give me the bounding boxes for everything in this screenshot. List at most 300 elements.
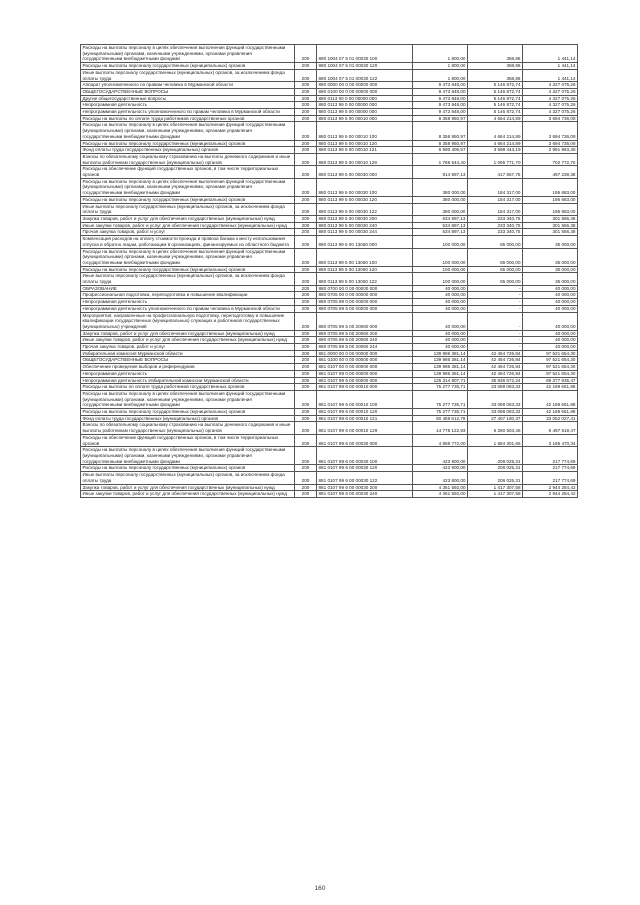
row-name-cell: Расходы на выплаты персоналу государственных (муниципальных) органов <box>81 266 295 273</box>
row-executed-cell: 42 464 726,84 <box>468 364 523 371</box>
row-name-cell: Другие общегосударственные вопросы <box>81 95 295 102</box>
row-name-cell: Прочая закупка товаров, работ и услуг <box>81 344 295 351</box>
row-approved-cell: 534 897,13 <box>413 215 468 222</box>
row-kbk-cell: 880 0705 99 0 00 00000 000 <box>317 299 413 306</box>
row-code-cell: 200 <box>295 434 317 446</box>
row-executed-cell: 206 025,31 <box>468 472 523 484</box>
row-kbk-cell: 880 0113 99 5 00 00000 000 <box>317 109 413 116</box>
row-kbk-cell: 880 0113 99 5 00 00030 120 <box>317 196 413 203</box>
row-approved-cell: 914 897,13 <box>413 166 468 178</box>
row-name-cell: Расходы на выплаты персоналу государственных (муниципальных) органов <box>81 140 295 147</box>
row-executed-cell: 65 000,00 <box>468 236 523 248</box>
row-executed-cell: 1 417 307,58 <box>468 491 523 498</box>
row-remaining-cell: 4 327 075,26 <box>523 88 578 95</box>
row-approved-cell: 40 000,00 <box>413 305 468 312</box>
row-remaining-cell: 97 521 654,30 <box>523 357 578 364</box>
row-approved-cell: 100 000,00 <box>413 266 468 273</box>
row-kbk-cell: 881 0107 99 6 00 00030 240 <box>317 491 413 498</box>
row-remaining-cell: 4 327 075,26 <box>523 102 578 109</box>
row-code-cell: 200 <box>295 305 317 312</box>
row-code-cell: 200 <box>295 140 317 147</box>
row-name-cell: Расходы на выплаты персоналу государственных (муниципальных) органов <box>81 465 295 472</box>
row-code-cell: 200 <box>295 422 317 434</box>
row-code-cell: 200 <box>295 484 317 491</box>
row-kbk-cell: 880 0705 00 0 00 00000 000 <box>317 292 413 299</box>
row-code-cell: 200 <box>295 222 317 229</box>
row-approved-cell: 40 000,00 <box>413 312 468 330</box>
row-approved-cell: 40 000,00 <box>413 330 468 337</box>
row-kbk-cell: 880 0113 99 5 00 00030 100 <box>317 178 413 196</box>
row-name-cell: Иные закупки товаров, работ и услуг для обеспечения государственных (муниципальных) нужд <box>81 337 295 344</box>
row-executed-cell: - <box>468 305 523 312</box>
table-row <box>81 140 578 147</box>
table-row <box>81 370 578 377</box>
row-code-cell: 200 <box>295 415 317 422</box>
row-executed-cell: 184 317,00 <box>468 178 523 196</box>
row-executed-cell: 206 025,31 <box>468 447 523 465</box>
row-approved-cell: 40 000,00 <box>413 285 468 292</box>
row-name-cell: Иные выплаты персоналу государственных (муниципальных) органов, за исключением фонда оплаты труда <box>81 69 295 81</box>
row-approved-cell: 100 000,00 <box>413 236 468 248</box>
row-executed-cell: - <box>468 285 523 292</box>
table-row <box>81 166 578 178</box>
table-row <box>81 236 578 248</box>
row-name-cell: Расходы на выплаты персоналу государственных (муниципальных) органов <box>81 196 295 203</box>
row-remaining-cell: 1 441,14 <box>523 45 578 63</box>
row-name-cell: Расходы на выплаты персоналу государственных (муниципальных) органов <box>81 409 295 416</box>
row-name-cell: Аппарат уполномоченного по правам человека в Мурманской области <box>81 82 295 89</box>
table-row <box>81 434 578 446</box>
row-kbk-cell: 880 0705 99 5 00 20060 244 <box>317 344 413 351</box>
table-row <box>81 95 578 102</box>
row-kbk-cell: 881 0107 99 6 00 00030 122 <box>317 472 413 484</box>
row-name-cell: Закупка товаров, работ и услуг для обеспечения государственных (муниципальных) нужд <box>81 215 295 222</box>
row-kbk-cell: 880 0113 99 5 00 00010 120 <box>317 140 413 147</box>
table-row <box>81 63 578 70</box>
row-name-cell: Расходы на выплаты персоналу в целях обеспечения выполнения функций государственными (муниципальными) органами, казенными учреждениями, органами управления государственными внебюджетными фондами <box>81 178 295 196</box>
row-code-cell: 200 <box>295 377 317 384</box>
row-kbk-cell: 880 0700 00 0 00 00000 000 <box>317 285 413 292</box>
row-approved-cell: 9 473 848,00 <box>413 95 468 102</box>
budget-table-sheet <box>80 44 576 498</box>
row-executed-cell: 184 317,00 <box>468 196 523 203</box>
row-code-cell: 200 <box>295 82 317 89</box>
row-remaining-cell: 89 377 935,47 <box>523 377 578 384</box>
row-kbk-cell: 880 1004 07 5 01 00030 100 <box>317 45 413 63</box>
row-name-cell: Непрограммная деятельность <box>81 370 295 377</box>
table-row <box>81 465 578 472</box>
row-remaining-cell: 217 774,69 <box>523 447 578 465</box>
row-kbk-cell: 881 0107 99 0 00 00000 000 <box>317 370 413 377</box>
row-name-cell: Расходы на выплаты по оплате труда работников государственных органов <box>81 384 295 391</box>
row-kbk-cell: 880 0113 99 5 00 00030 122 <box>317 203 413 215</box>
row-remaining-cell: 40 000,00 <box>523 292 578 299</box>
row-executed-cell: 42 464 726,84 <box>468 357 523 364</box>
row-kbk-cell: 881 0107 99 6 00 00010 000 <box>317 384 413 391</box>
row-executed-cell: 3 598 443,19 <box>468 147 523 154</box>
row-executed-cell: - <box>468 299 523 306</box>
row-approved-cell: 139 986 381,14 <box>413 357 468 364</box>
row-remaining-cell: 3 694 736,08 <box>523 122 578 140</box>
row-code-cell: 200 <box>295 95 317 102</box>
row-name-cell: Фонд оплаты труда государственных (муниципальных) органов <box>81 415 295 422</box>
row-approved-cell: 75 277 735,71 <box>413 384 468 391</box>
row-executed-cell: 358,86 <box>468 63 523 70</box>
row-remaining-cell: 40 000,00 <box>523 330 578 337</box>
row-kbk-cell: 881 0100 00 0 00 00000 000 <box>317 357 413 364</box>
row-kbk-cell: 880 0113 00 0 00 00000 000 <box>317 95 413 102</box>
row-code-cell: 200 <box>295 122 317 140</box>
row-remaining-cell: 40 000,00 <box>523 344 578 351</box>
row-executed-cell: 42 464 726,84 <box>468 370 523 377</box>
row-kbk-cell: 880 0113 99 5 00 00010 121 <box>317 147 413 154</box>
table-row <box>81 491 578 498</box>
row-approved-cell: 9 473 848,00 <box>413 109 468 116</box>
table-row <box>81 377 578 384</box>
row-executed-cell: 6 280 503,46 <box>468 422 523 434</box>
row-approved-cell: 380 000,00 <box>413 178 468 196</box>
row-code-cell: 200 <box>295 350 317 357</box>
row-name-cell: Взносы по обязательному социальному страхованию на выплаты денежного содержания и иные выплаты работникам государственных (муниципальных) органов <box>81 422 295 434</box>
row-executed-cell: - <box>468 330 523 337</box>
row-remaining-cell: 4 327 075,26 <box>523 109 578 116</box>
row-remaining-cell: 2 991 963,38 <box>523 147 578 154</box>
page-number: 160 <box>314 885 326 892</box>
row-kbk-cell: 880 0113 99 5 00 00010 000 <box>317 115 413 122</box>
row-remaining-cell: 40 000,00 <box>523 305 578 312</box>
row-kbk-cell: 880 1004 07 5 01 00030 122 <box>317 69 413 81</box>
table-row <box>81 305 578 312</box>
row-name-cell: ОБЩЕГОСУДАРСТВЕННЫЕ ВОПРОСЫ <box>81 357 295 364</box>
row-approved-cell: 139 986 381,14 <box>413 364 468 371</box>
table-row <box>81 109 578 116</box>
row-executed-cell: 5 146 872,74 <box>468 109 523 116</box>
row-name-cell: Фонд оплаты труда государственных (муниципальных) органов <box>81 147 295 154</box>
row-approved-cell: 14 778 122,93 <box>413 422 468 434</box>
row-kbk-cell: 881 0107 99 6 00 00030 000 <box>317 434 413 446</box>
row-remaining-cell: 301 556,38 <box>523 222 578 229</box>
row-name-cell: Расходы на выплаты по оплате труда работников государственных органов <box>81 115 295 122</box>
row-name-cell: Расходы на выплаты персоналу в целях обеспечения выполнения функций государственными (муниципальными) органами, казенными учреждениями, органами управления государственными внебюджетными фондами <box>81 447 295 465</box>
row-code-cell: 200 <box>295 299 317 306</box>
row-kbk-cell: 880 0705 99 5 00 00000 000 <box>317 305 413 312</box>
row-approved-cell: 100 000,00 <box>413 273 468 285</box>
row-code-cell: 200 <box>295 115 317 122</box>
table-row <box>81 178 578 196</box>
row-executed-cell: 233 340,75 <box>468 222 523 229</box>
row-name-cell: Иные закупки товаров, работ и услуг для обеспечения государственных (муниципальных) нужд <box>81 222 295 229</box>
row-name-cell: Компенсация расходов на оплату стоимости проезда и провоза багажа к месту использования отпуска и обратно лицам, работающим в организациях, финансируемых из областного бюджета <box>81 236 295 248</box>
row-name-cell: Расходы на выплаты персоналу в целях обеспечения выполнения функций государственными (муниципальными) органами, казенными учреждениями, органами управления государственными внебюджетными фондами <box>81 122 295 140</box>
row-code-cell: 200 <box>295 102 317 109</box>
row-name-cell: Взносы по обязательному социальному страхованию на выплаты денежного содержания и иные выплаты работникам государственных (муниципальных) органов <box>81 153 295 165</box>
row-executed-cell: 33 088 083,33 <box>468 390 523 408</box>
row-code-cell: 200 <box>295 409 317 416</box>
row-remaining-cell: 301 556,38 <box>523 229 578 236</box>
row-code-cell: 200 <box>295 312 317 330</box>
row-kbk-cell: 881 0107 99 6 00 00010 129 <box>317 422 413 434</box>
row-approved-cell: 8 358 950,97 <box>413 122 468 140</box>
table-row <box>81 115 578 122</box>
row-name-cell: Иные выплаты персоналу государственных (муниципальных) органов, за исключением фонда оплаты труда <box>81 203 295 215</box>
row-name-cell: Прочая закупка товаров, работ и услуг <box>81 229 295 236</box>
row-executed-cell: 206 025,31 <box>468 465 523 472</box>
row-name-cell: Расходы на обеспечение функций государственных органов, в том числе территориальных органов <box>81 434 295 446</box>
row-executed-cell: 4 664 214,89 <box>468 115 523 122</box>
row-remaining-cell: 1 441,14 <box>523 63 578 70</box>
row-code-cell: 200 <box>295 273 317 285</box>
row-approved-cell: 40 000,00 <box>413 337 468 344</box>
row-executed-cell: - <box>468 312 523 330</box>
row-name-cell: Непрограммная деятельность <box>81 102 295 109</box>
row-name-cell: Мероприятия, направленные на профессиональную подготовку, переподготовку и повышение квалификации государственных (муниципальных) служащих и работников государственных (муниципальных) учреждений <box>81 312 295 330</box>
row-remaining-cell: 35 000,00 <box>523 266 578 273</box>
table-row <box>81 422 578 434</box>
table-row <box>81 222 578 229</box>
table-row <box>81 364 578 371</box>
table-row <box>81 447 578 465</box>
row-remaining-cell: 40 000,00 <box>523 285 578 292</box>
row-executed-cell: 1 065 771,70 <box>468 153 523 165</box>
row-remaining-cell: 35 000,00 <box>523 248 578 266</box>
table-row <box>81 330 578 337</box>
row-name-cell: Расходы на обеспечение функций государственных органов, в том числе территориальных органов <box>81 166 295 178</box>
row-name-cell: ОБРАЗОВАНИЕ <box>81 285 295 292</box>
row-name-cell: Непрограммная деятельность <box>81 299 295 306</box>
table-row <box>81 273 578 285</box>
row-name-cell: Иные закупки товаров, работ и услуг для обеспечения государственных (муниципальных) нужд <box>81 491 295 498</box>
table-row <box>81 344 578 351</box>
row-code-cell: 200 <box>295 465 317 472</box>
row-executed-cell: 184 317,00 <box>468 203 523 215</box>
table-row <box>81 88 578 95</box>
row-remaining-cell: 4 327 075,26 <box>523 95 578 102</box>
table-body <box>81 45 578 498</box>
table-row <box>81 312 578 330</box>
row-approved-cell: 380 000,00 <box>413 203 468 215</box>
row-approved-cell: 1 800,00 <box>413 45 468 63</box>
row-code-cell: 200 <box>295 285 317 292</box>
table-row <box>81 337 578 344</box>
row-remaining-cell: 217 774,69 <box>523 465 578 472</box>
row-kbk-cell: 880 0705 99 5 00 20060 000 <box>317 312 413 330</box>
row-approved-cell: 423 800,00 <box>413 472 468 484</box>
row-remaining-cell: 35 000,00 <box>523 273 578 285</box>
row-executed-cell: 233 340,75 <box>468 215 523 222</box>
row-code-cell: 200 <box>295 364 317 371</box>
row-remaining-cell: 40 000,00 <box>523 337 578 344</box>
row-executed-cell: 35 936 872,24 <box>468 377 523 384</box>
row-kbk-cell: 880 1004 07 5 01 00030 120 <box>317 63 413 70</box>
row-code-cell: 200 <box>295 69 317 81</box>
row-kbk-cell: 880 0113 99 5 00 13060 122 <box>317 273 413 285</box>
table-row <box>81 196 578 203</box>
row-kbk-cell: 880 0113 99 5 00 13060 100 <box>317 248 413 266</box>
row-name-cell: Расходы на выплаты персоналу в целях обеспечения выполнения функций государственными (муниципальными) органами, казенными учреждениями, органами управления государственными внебюджетными фондами <box>81 248 295 266</box>
row-executed-cell: 358,86 <box>468 45 523 63</box>
row-kbk-cell: 880 0113 99 5 00 00010 129 <box>317 153 413 165</box>
row-remaining-cell: 4 327 075,26 <box>523 82 578 89</box>
row-remaining-cell: 217 774,69 <box>523 472 578 484</box>
table-row <box>81 122 578 140</box>
row-executed-cell: 1 417 307,58 <box>468 484 523 491</box>
row-approved-cell: 6 590 406,57 <box>413 147 468 154</box>
row-remaining-cell: 35 000,00 <box>523 236 578 248</box>
row-name-cell: Непрограммная деятельность Избирательной комиссии Мурманской области <box>81 377 295 384</box>
row-approved-cell: 534 897,13 <box>413 229 468 236</box>
row-name-cell: Иные выплаты персоналу государственных (муниципальных) органов, за исключением фонда оплаты труда <box>81 273 295 285</box>
row-remaining-cell: 42 189 651,88 <box>523 384 578 391</box>
row-approved-cell: 380 000,00 <box>413 196 468 203</box>
row-executed-cell: 4 664 214,89 <box>468 122 523 140</box>
row-executed-cell: 233 340,75 <box>468 229 523 236</box>
row-kbk-cell: 880 0705 99 5 00 20060 240 <box>317 337 413 344</box>
row-approved-cell: 9 473 848,00 <box>413 82 468 89</box>
row-name-cell: Расходы на выплаты персоналу государственных (муниципальных) органов <box>81 63 295 70</box>
row-executed-cell: - <box>468 337 523 344</box>
row-name-cell: Закупка товаров, работ и услуг для обеспечения государственных (муниципальных) нужд <box>81 330 295 337</box>
row-approved-cell: 8 358 950,97 <box>413 140 468 147</box>
row-remaining-cell: 1 441,14 <box>523 69 578 81</box>
row-approved-cell: 8 358 950,97 <box>413 115 468 122</box>
row-name-cell: Непрограммная деятельность уполномоченного по правам человека в Мурманской области <box>81 305 295 312</box>
row-code-cell: 200 <box>295 203 317 215</box>
table-row <box>81 285 578 292</box>
row-kbk-cell: 880 0113 99 5 00 00030 240 <box>317 222 413 229</box>
row-executed-cell: 33 088 083,33 <box>468 384 523 391</box>
row-remaining-cell: 195 683,00 <box>523 196 578 203</box>
row-approved-cell: 139 986 381,14 <box>413 370 468 377</box>
row-executed-cell: 5 146 872,74 <box>468 88 523 95</box>
row-approved-cell: 75 277 735,71 <box>413 409 468 416</box>
row-code-cell: 200 <box>295 292 317 299</box>
row-remaining-cell: 8 497 619,47 <box>523 422 578 434</box>
table-row <box>81 153 578 165</box>
row-name-cell: Избирательная комиссия Мурманской области <box>81 350 295 357</box>
row-remaining-cell: 702 772,70 <box>523 153 578 165</box>
row-approved-cell: 9 473 848,00 <box>413 88 468 95</box>
row-executed-cell: 4 664 214,89 <box>468 140 523 147</box>
row-approved-cell: 125 314 807,71 <box>413 377 468 384</box>
row-approved-cell: 60 459 612,78 <box>413 415 468 422</box>
row-executed-cell: 1 684 301,66 <box>468 434 523 446</box>
row-executed-cell: 65 000,00 <box>468 266 523 273</box>
row-kbk-cell: 881 0107 99 6 00 00000 000 <box>317 377 413 384</box>
row-remaining-cell: 195 683,00 <box>523 203 578 215</box>
row-remaining-cell: 2 944 284,42 <box>523 491 578 498</box>
row-name-cell: Закупка товаров, работ и услуг для обеспечения государственных (муниципальных) нужд <box>81 484 295 491</box>
row-approved-cell: 4 361 592,00 <box>413 484 468 491</box>
table-row <box>81 409 578 416</box>
row-approved-cell: 40 000,00 <box>413 344 468 351</box>
row-remaining-cell: 42 189 651,88 <box>523 409 578 416</box>
table-row <box>81 215 578 222</box>
row-kbk-cell: 880 0113 99 5 00 13060 000 <box>317 236 413 248</box>
table-row <box>81 147 578 154</box>
budget-execution-table <box>80 44 578 498</box>
row-code-cell: 200 <box>295 337 317 344</box>
row-code-cell: 200 <box>295 384 317 391</box>
row-kbk-cell: 880 0113 99 5 00 13060 120 <box>317 266 413 273</box>
row-code-cell: 200 <box>295 166 317 178</box>
row-kbk-cell: 880 0113 99 5 00 00030 200 <box>317 215 413 222</box>
row-kbk-cell: 881 0000 00 0 00 00000 000 <box>317 350 413 357</box>
table-row <box>81 484 578 491</box>
row-executed-cell: - <box>468 292 523 299</box>
row-kbk-cell: 880 0705 99 5 00 20060 200 <box>317 330 413 337</box>
row-executed-cell: 417 657,75 <box>468 166 523 178</box>
row-remaining-cell: 2 944 284,42 <box>523 484 578 491</box>
table-row <box>81 390 578 408</box>
table-row <box>81 203 578 215</box>
row-code-cell: 200 <box>295 215 317 222</box>
row-approved-cell: 9 473 848,00 <box>413 102 468 109</box>
table-row <box>81 69 578 81</box>
row-code-cell: 200 <box>295 236 317 248</box>
row-executed-cell: - <box>468 344 523 351</box>
table-row <box>81 82 578 89</box>
row-approved-cell: 1 768 544,40 <box>413 153 468 165</box>
row-code-cell: 200 <box>295 45 317 63</box>
row-kbk-cell: 880 0113 99 0 00 00000 000 <box>317 102 413 109</box>
row-executed-cell: 358,86 <box>468 69 523 81</box>
row-executed-cell: 42 464 726,84 <box>468 350 523 357</box>
row-kbk-cell: 881 0107 99 6 00 00010 120 <box>317 409 413 416</box>
table-row <box>81 415 578 422</box>
row-remaining-cell: 3 694 736,08 <box>523 115 578 122</box>
row-remaining-cell: 40 000,00 <box>523 299 578 306</box>
row-remaining-cell: 497 239,38 <box>523 166 578 178</box>
row-code-cell: 200 <box>295 109 317 116</box>
row-code-cell: 200 <box>295 196 317 203</box>
table-row <box>81 292 578 299</box>
row-approved-cell: 100 000,00 <box>413 248 468 266</box>
row-code-cell: 200 <box>295 357 317 364</box>
row-executed-cell: 27 407 180,37 <box>468 415 523 422</box>
row-code-cell: 200 <box>295 447 317 465</box>
row-approved-cell: 1 800,00 <box>413 63 468 70</box>
row-executed-cell: 33 088 083,33 <box>468 409 523 416</box>
row-remaining-cell: 97 521 654,30 <box>523 364 578 371</box>
row-approved-cell: 139 986 381,14 <box>413 350 468 357</box>
row-remaining-cell: 3 185 470,34 <box>523 434 578 446</box>
table-row <box>81 229 578 236</box>
row-remaining-cell: 195 683,00 <box>523 178 578 196</box>
row-remaining-cell: 301 556,38 <box>523 215 578 222</box>
row-kbk-cell: 881 0107 99 6 00 00030 100 <box>317 447 413 465</box>
row-remaining-cell: 33 052 027,41 <box>523 415 578 422</box>
row-approved-cell: 40 000,00 <box>413 292 468 299</box>
row-kbk-cell: 880 0100 00 0 00 00000 000 <box>317 88 413 95</box>
row-approved-cell: 75 277 735,71 <box>413 390 468 408</box>
row-name-cell: Иные выплаты персоналу государственных (муниципальных) органов, за исключением фонда оплаты труда <box>81 472 295 484</box>
row-name-cell: Обеспечение проведения выборов и референдумов <box>81 364 295 371</box>
row-code-cell: 200 <box>295 63 317 70</box>
row-remaining-cell: 97 521 654,30 <box>523 350 578 357</box>
table-row <box>81 248 578 266</box>
table-row <box>81 45 578 63</box>
row-code-cell: 200 <box>295 153 317 165</box>
row-approved-cell: 4 869 772,00 <box>413 434 468 446</box>
row-remaining-cell: 97 521 654,30 <box>523 370 578 377</box>
row-kbk-cell: 881 0107 99 6 00 00030 200 <box>317 484 413 491</box>
row-code-cell: 200 <box>295 266 317 273</box>
row-remaining-cell: 42 189 651,88 <box>523 390 578 408</box>
row-code-cell: 200 <box>295 370 317 377</box>
row-approved-cell: 423 800,00 <box>413 447 468 465</box>
row-remaining-cell: 40 000,00 <box>523 312 578 330</box>
row-executed-cell: 65 000,00 <box>468 273 523 285</box>
